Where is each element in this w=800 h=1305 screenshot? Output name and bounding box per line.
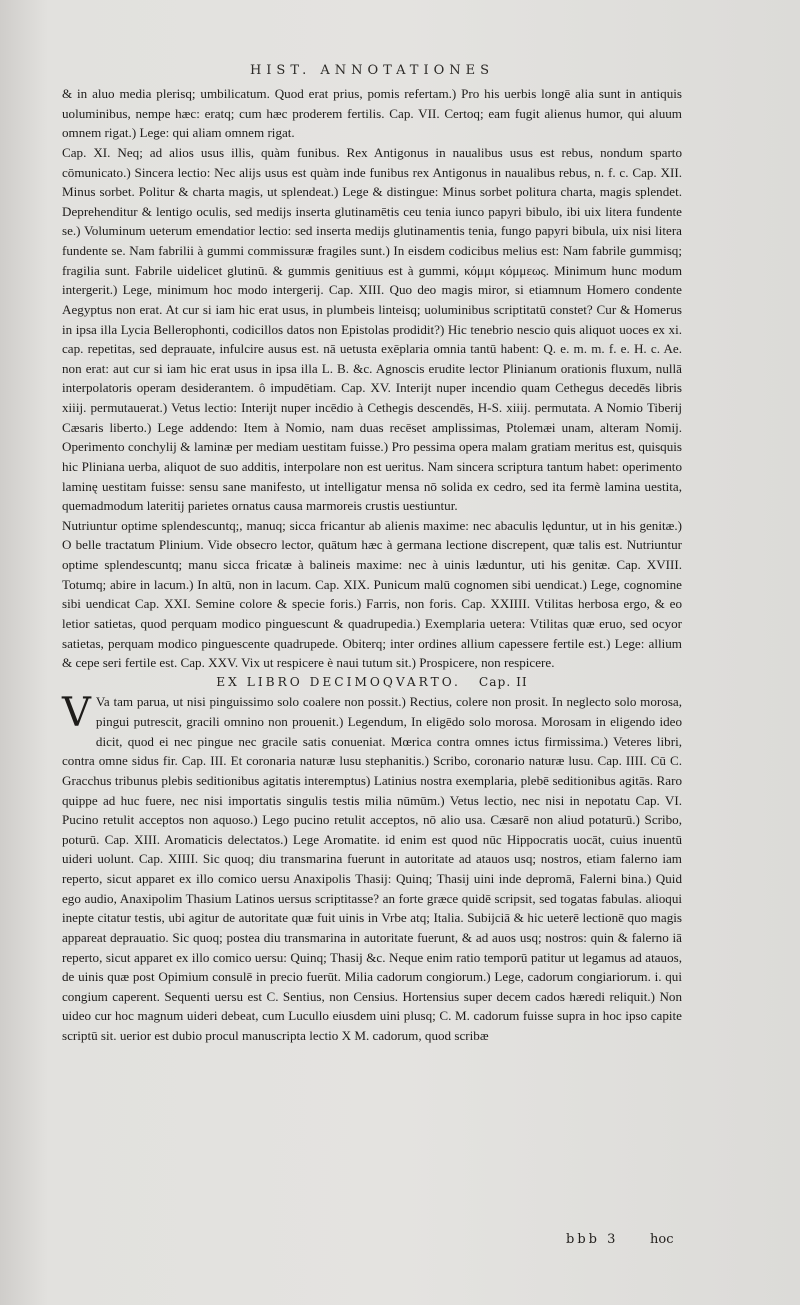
paragraph-1: & in aluo media plerisq; umbilicatum. Quod erat prius, pomis refertam.) Pro his uerbis longē alia sunt in antiquis uoluminibus, nempe hæc: eratq; cum hæc proderem fertilis. Cap. VII. Certoq; eam fugit alienus humor, qui aluum omnem rigat.) Lege: qui aliam omnem rigat. bbox=[62, 86, 682, 141]
paragraph-4-text: Va tam parua, ut nisi pinguissimo solo coalere non possit.) Rectius, colere non prosit. In neglecto solo morosa, pingui putrescit, gracili omnino non prouenit.) Legendum, In eligēdo solo morosa. Morosam in eligendo ideo dicit, quod ei nec pingue nec gracile satis conueniat. Mœrica contra omnes ictus firmissima.) Veteres libri, contra omne sidus fir. Cap. III. Et coronaria naturæ lusu stephanitis.) Scribo, coronario naturæ lusu. Cap. IIII. Cū C. Gracchus tribunus plebis seditionibus agitatis interemptus) Latinius nostra exemplaria, plebē seditionibus agitās. Raro quippe ad huc fuere, nec nisi importatis singulis testis milia nūmūm.) Vetus lectio, nec nisi in nepotatu Cap. VI. Pucino retulit acceptos non aquoso.) Lego pucino retulit acceptos, nō alio usa. Cæsarē non aliud potaturū.) Scribo, poturū. Cap. XIII. Aromaticis delectatos.) Lege Aromatite. id enim est quod nūc Hippocratis uocāt, cuius inuentū uideri uolunt. Cap. XIIII. Sic quoq; diu transmarina fuerunt in autoritate ad atauos usq; nostros, etiam falerno iam reperto, sicut apparet ex illo comico uersu Anaxipolis Thasij: Quinq; Thasij uini inde depromā, Falerni bina.) Quid ego audio, Anaxipolim Thasium Latinos uersus scriptitasse? an forte græce quidē scripsit, sed togatas fabulas. alioqui inepte citatur testis, ubi agitur de autoritate quæ fuit uinis in Vrbe atq; Italia. Subijciā & hic ueterē lectionē quo magis appareat deprauatio. Sic quoq; postea diu transmarina in autoritate fuerunt, & ad auos usq; nostros: quin & falerno iā reperto, sicut apparet ex illo comico uersu: Quinq; Thasij &c. Neque enim ratio temporū patitur ut legamus ad atauos, de uinis quæ post Opimium consulē in precio fuerūt. Milia cadorum congiorum.) Lege, cadorum congiariorum. i. qui congium caperent. Sequenti uersu est C. Sentius, non Censius. Hortensius super decem cados hæredi reliquit.) Non uideo cur hoc magnum uideri debeat, cum Lucullo eiusdem uini plusq; C. M. cadorum fuisse supra in hoc ipso capite scriptū sit. uerior est dubio procul manuscripta lectio X M. cadorum, quod scribæ bbox=[62, 694, 682, 1043]
paragraph-4 bbox=[62, 692, 682, 1045]
catchword: hoc bbox=[650, 1232, 674, 1247]
drop-cap: V bbox=[62, 690, 91, 737]
paragraph-3: Nutriuntur optime splendescuntq;, manuq; sicca fricantur ab alienis maxime: nec abaculis lęduntur, ut in his genitæ.) O belle tractatum Plinium. Vide obsecro lector, quātum hæc à germana lectione discrepent, quæ talis est. Nutriuntur optime splendescuntq; manu sicca fricatæ à balineis maxime: nec à uinis læduntur, uti his genitæ. Cap. XVIII. Totumq; abire in lacum.) In altū, non in lacum. Cap. XIX. Punicum malū cognomen sibi uendicat.) Lege, cognomine sibi uendicat Cap. XXI. Semine colore & specie foris.) Farris, non foris. Cap. XXIIII. Vtilitas herbosa ergo, & eo letior satietas, quod perquam modico pinguescunt & quadrupedia.) Exemplaria uetera: Vtilitas quæ eruo, sed ocyor satietas, perquam modico pinguescente quadrupede. Obiterq; inter ordines allium capessere fertile est.) Lege: allium & cepe seri fertile est. Cap. XXV. Vix ut respicere è naui tutum sit.) Prospicere, non respicere. bbox=[62, 517, 682, 671]
paragraph-2: Cap. XI. Neq; ad alios usus illis, quàm funibus. Rex Antigonus in naualibus usus est rebus, nondum sparto cōmunicato.) Sincera lectio: Nec alijs usus est quàm inde funibus rex Antigonus in naualibus rebus, n. f. c. Cap. XII. Minus sorbet. Politur & charta magis, ut splendeat.) Lege & distingue: Minus sorbet politura charta, magis splendet. Deprehenditur & lentigo oculis, sed medijs inserta glutinamētis ceu tenia iunco papyri bibulo, ibi uix litera fundente se.) Voluminum ueterum emendatior lectio: sed inserta medijs glutinamentis tenia, fungo papyri bibula, uix nisi litera fundente se. Nam fabrilii à gummi commissuræ fragiles sunt.) In eisdem codicibus melius est: Nam fabrile gummisq; fragilia sunt. Fabrile uidelicet glutinū. & gummis genitiuus est à gummi, κόμμι κόμμεως. Minimum hunc modum intergerit.) Lege, minimum hoc modo intergerij. Cap. XIII. Quo deo magis miror, si etiamnum Homero condente Aegyptus non erat. At cur si iam hic erat usus, in plumbeis linteisq; uoluminibus scriptitatū constet? Cur & Homerus in ipsa illa Lycia Bellerophonti, codicillos datos non Epistolas prodidit?) Hic tenebrio nescio quis aliquot uoces ex xi. cap. repetitas, sed deprauate, infulcire ausus est. nā uetusta exēplaria omnia tantū habent: Q. e. m. m. f. e. H. c. Ae. non erat: aut cur si iam hic erat usus in ipsa illa L. B. &c. Agnoscis erudite lector Plinianum orationis fluxum, nullā interpolatoris operam desiderantem. ô impudētiam. Cap. XV. Interijt nuper incendio quam Cethegus decedēs libris xiiij. permutauerat.) Vetus lectio: Interijt nuper incēdio à Cethegis descendēs, H-S. xiiij. permutata. A Nomio Tiberij Cæsaris liberto.) Lege addendo: Item à Nomio, nam duas recēset amplissimas, Ptolemæi unam, alteram Nomij. Operimento conchylij & laminæ per mediam uestitam fuisse.) Pro pessima opera malam gratiam meritus est, quisquis hic Pliniana uerba, aliquot de suo additis, interpolare non est ueritus. Nam sincera scriptura tantum habet: operimento laminę uestitam fuisse: sensu sane manifesto, ut intelligatur mensa nō solida ex cedro, sed ita fermè lamina uestita, quemadmodum lateritij parietes ornatus causa marmoreis crustis uestiuntur. bbox=[62, 144, 682, 514]
section-heading bbox=[62, 673, 682, 693]
section-title: EX LIBRO DECIMOQVARTO. bbox=[216, 674, 461, 689]
section-chapter: Cap. II bbox=[478, 674, 528, 689]
running-header: HIST. ANNOTATIONES bbox=[249, 63, 495, 78]
text-block bbox=[62, 58, 682, 1046]
signature-mark: bbb 3 bbox=[566, 1232, 619, 1247]
